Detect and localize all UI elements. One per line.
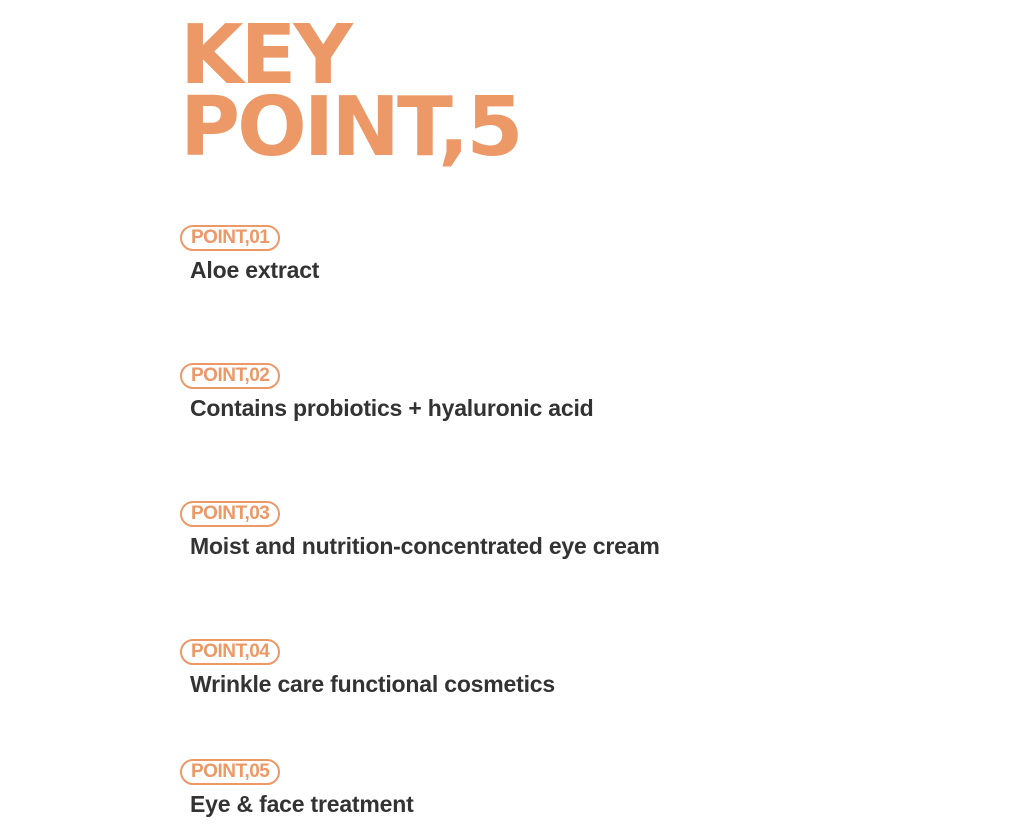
- key-point-4: [180, 639, 555, 698]
- point-text-3: Moist and nutrition-concentrated eye cream: [190, 533, 660, 559]
- point-text-5: Eye & face treatment: [190, 791, 414, 817]
- point-text-1: Aloe extract: [190, 257, 320, 283]
- point-badge-1: POINT,01: [180, 225, 280, 251]
- key-point-5: [180, 759, 414, 818]
- point-badge-2: POINT,02: [180, 363, 280, 389]
- key-point-1: [180, 225, 319, 284]
- title-line-2: POINT,5: [180, 80, 521, 175]
- point-badge-5: POINT,05: [180, 759, 280, 785]
- point-text-2: Contains probiotics + hyaluronic acid: [190, 395, 594, 421]
- key-point-2: [180, 363, 593, 422]
- key-point-3: [180, 501, 660, 560]
- point-badge-3: POINT,03: [180, 501, 280, 527]
- page-title: [180, 8, 521, 175]
- point-badge-4: POINT,04: [180, 639, 280, 665]
- title-line-1: KEY: [180, 8, 350, 103]
- point-text-4: Wrinkle care functional cosmetics: [190, 671, 555, 697]
